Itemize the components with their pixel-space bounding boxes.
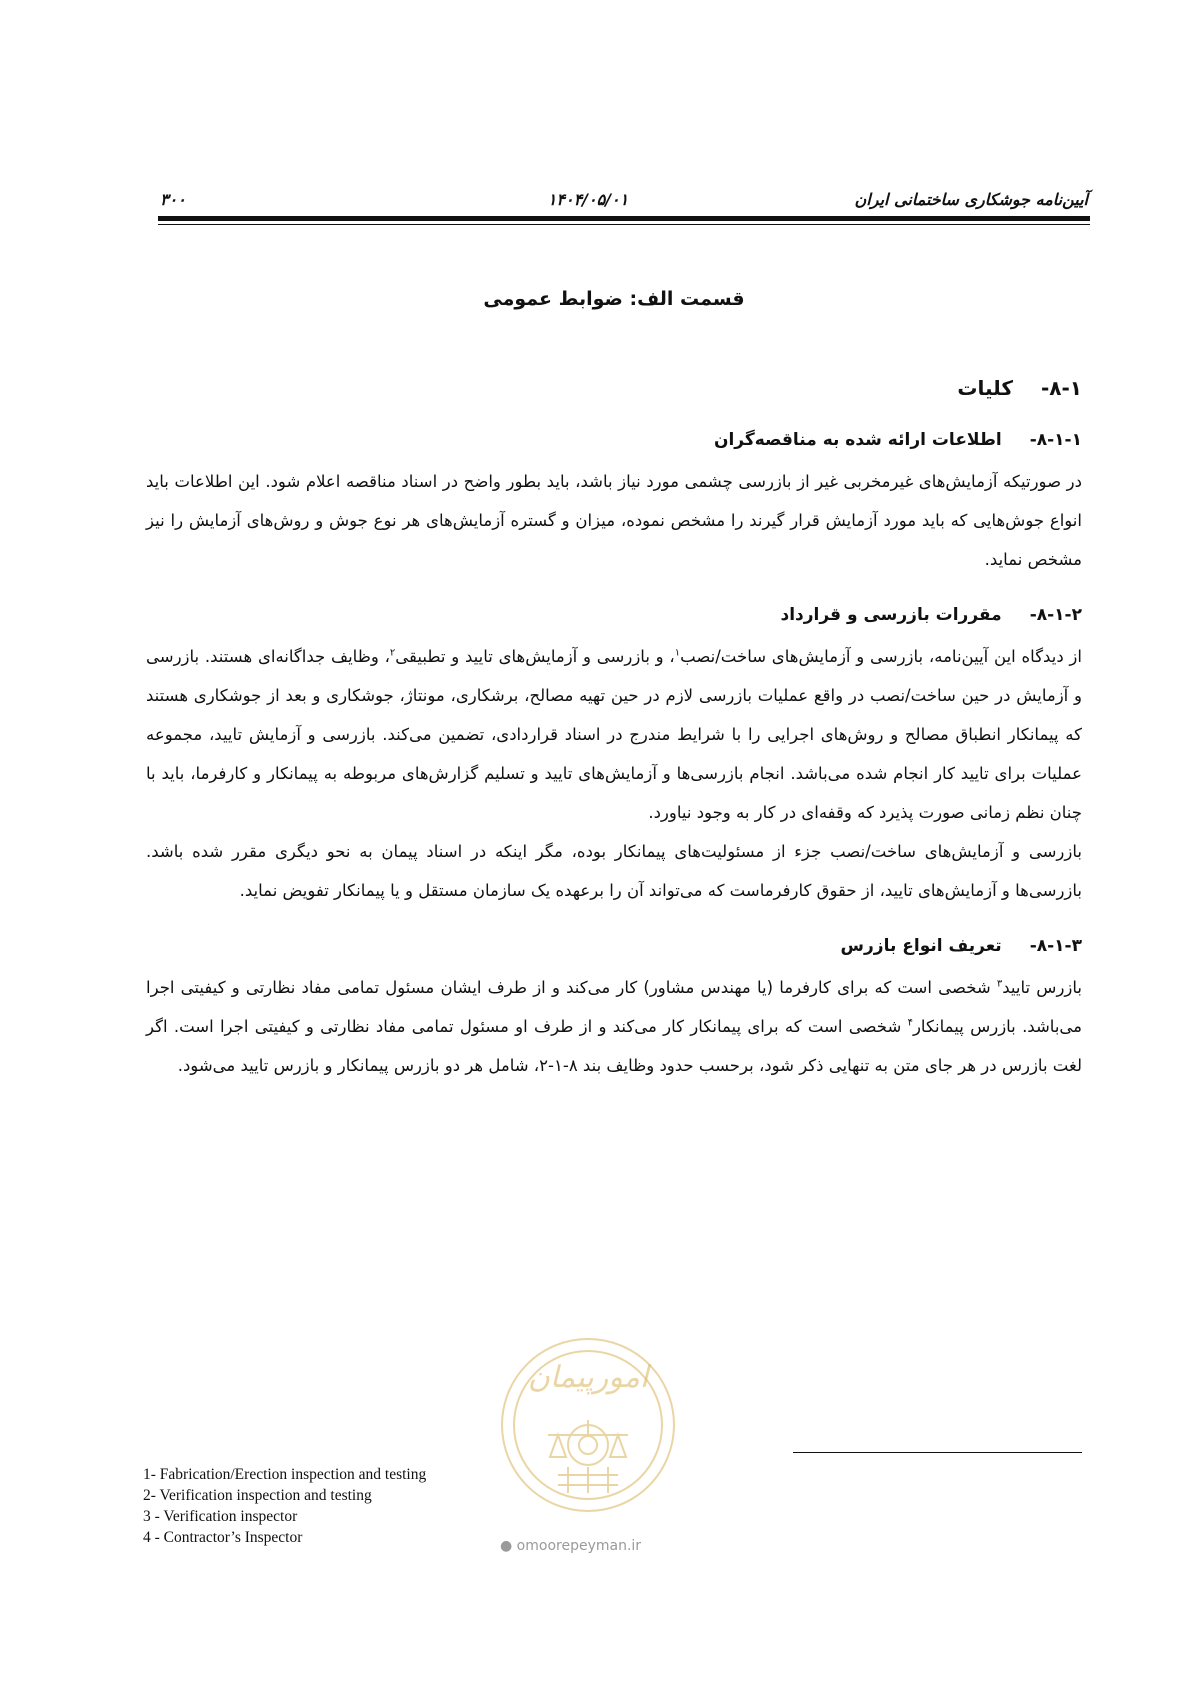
book-title: آیین‌نامه جوشکاری ساختمانی ایران: [854, 190, 1088, 209]
header-rule-thick: [158, 216, 1090, 221]
footnote-2: 2- Verification inspection and testing: [143, 1487, 372, 1504]
subsection-2-heading: [146, 605, 1082, 625]
subsection-3-title: تعریف انواع بازرس: [840, 936, 1002, 956]
part-title: قسمت الف: ضوابط عمومی: [483, 288, 745, 310]
page-body: [146, 270, 1082, 1085]
section-title: کلیات: [957, 376, 1013, 400]
footnote-ref-1: ۱: [674, 647, 681, 659]
footnote-ref-2: ۲: [389, 647, 396, 659]
footnote-1: 1- Fabrication/Erection inspection and testing: [143, 1466, 427, 1483]
watermark-seal-icon: [498, 1335, 678, 1515]
running-header: [160, 190, 1088, 210]
watermark-logo-text: امورپیمان: [527, 1360, 649, 1395]
footnote-ref-4: ۴: [907, 1017, 913, 1029]
text-run: شخصی است که برای پیمانکار کار می‌کند و از طرف او مسئول تمامی مفاد نظارتی و کیفیتی اجرا است. اگر لغت بازرس در هر جای متن به تنهایی ذکر شود، برحسب حدود وظایف بند ۸-۱-۲، شامل هر دو بازرس پیمانکار و بازرس تایید می‌شود.: [146, 1017, 1082, 1075]
section-heading: [146, 376, 1082, 400]
text-run: ، وظایف جداگانه‌ای هستند. بازرسی و آزمایش در حین ساخت/نصب در واقع عملیات بازرسی لازم در حین تهیه مصالح، برشکاری، مونتاژ، جوشکاری و بعد از جوشکاری هستند که پیمانکار انطباق مصالح و روش‌های اجرایی را با شرایط مندرج در اسناد قراردادی، تضمین می‌کند. بازرسی و آزمایش تایید، مجموعه عملیات برای تایید کار انجام شده می‌باشد. انجام بازرسی‌ها و آزمایش‌های تایید و تسلیم گزارش‌های مربوطه به پیمانکار و کارفرما، باید با چنان نظم زمانی صورت پذیرد که وقفه‌ای در کار به وجود نیاورد.: [146, 647, 1082, 822]
watermark-website: ● omoorepeyman.ir: [500, 1538, 642, 1554]
subsection-1-paragraph: در صورتیکه آزمایش‌های غیرمخربی غیر از بازرسی چشمی مورد نیاز باشد، باید بطور واضح در اسناد مناقصه اعلام شود. این اطلاعات باید انواع جوش‌هایی که باید مورد آزمایش قرار گیرند را مشخص نموده، میزان و گستره آزمایش‌های هر نوع جوش و روش‌های آزمایش را نیز مشخص نماید.: [146, 472, 1082, 569]
subsection-1-heading: [146, 430, 1082, 450]
header-date: ۱۴۰۴/۰۵/۰۱: [547, 190, 629, 209]
subsection-1-number: ۸-۱-۱-: [1029, 430, 1082, 450]
footnote-4: 4 - Contractor’s Inspector: [143, 1529, 303, 1546]
footnote-ref-3: ۳: [996, 978, 1003, 990]
section-number: ۸-۱-: [1040, 376, 1082, 400]
text-run: شخصی است که برای کارفرما (یا مهندس مشاور) کار می‌کند و از طرف ایشان مسئول تمامی مفاد نظارتی و کیفیتی اجرا می‌باشد. بازرس پیمانکار: [146, 978, 1083, 1036]
page-number: ۳۰۰: [160, 190, 186, 209]
subsection-2-paragraph-2: بازرسی و آزمایش‌های ساخت/نصب جزء از مسئولیت‌های پیمانکار بوده، مگر اینکه در اسناد پیمان به نحو دیگری مقرر شده باشد. بازرسی‌ها و آزمایش‌های تایید، از حقوق کارفرماست که می‌تواند آن را برعهده یک سازمان مستقل و یا پیمانکار تفویض نماید.: [146, 842, 1082, 900]
footnotes: [143, 1464, 426, 1548]
footnote-3: 3 - Verification inspector: [143, 1508, 298, 1525]
subsection-3-number: ۸-۱-۳-: [1029, 936, 1082, 956]
subsection-2-title: مقررات بازرسی و قرارداد: [780, 605, 1002, 625]
footnote-separator: [793, 1452, 1082, 1453]
text-run: ، و بازرسی و آزمایش‌های تایید و تطبیقی: [395, 647, 675, 666]
header-rule-thin: [158, 224, 1090, 225]
text-run: بازرس تایید: [1002, 978, 1082, 997]
subsection-2-number: ۸-۱-۲-: [1029, 605, 1082, 625]
subsection-3-paragraph: [146, 968, 1082, 1085]
subsection-1-title: اطلاعات ارائه شده به مناقصه‌گران: [713, 430, 1002, 450]
text-run: از دیدگاه این آیین‌نامه، بازرسی و آزمایش‌های ساخت/نصب: [680, 647, 1082, 666]
watermark-site-text: omoorepeyman.ir: [516, 1538, 642, 1554]
subsection-2-paragraph-1: [146, 637, 1082, 832]
subsection-3-heading: [146, 936, 1082, 956]
